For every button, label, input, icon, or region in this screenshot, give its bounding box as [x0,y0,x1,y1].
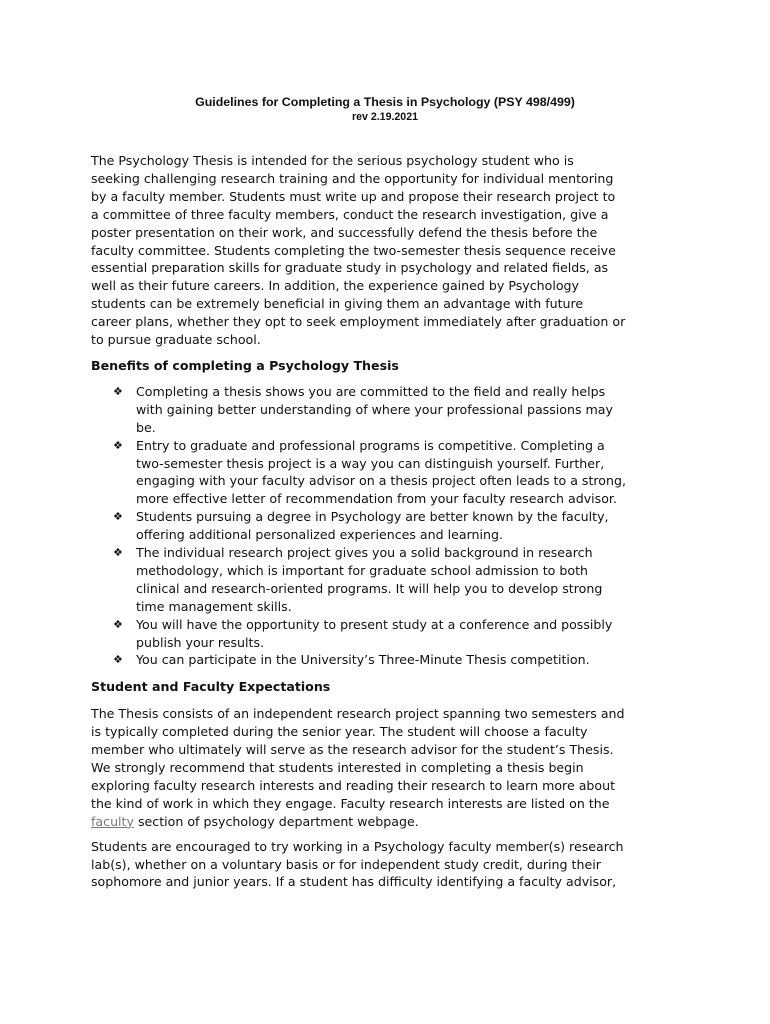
list-item [91,437,691,509]
diamond-bullet-icon: ❖ [113,438,123,452]
expectations-paragraph [91,705,691,830]
text-line: publish your results. [136,634,265,650]
text-line: with gaining better understanding of where your professional passions may [136,401,613,417]
link-suffix-text: section of psychology department webpage. [133,813,419,829]
text-line: The Psychology Thesis is intended for the serious psychology student who is [91,153,574,168]
text-line: clinical and research-oriented programs. It will help you to develop strong [136,580,603,596]
revision-date: rev 2.19.2021 [352,111,418,123]
text-line: Completing a thesis shows you are committed to the field and really helps [136,383,606,399]
text-line: methodology, which is important for graduate school admission to both [136,562,588,578]
list-item [91,544,691,616]
list-item [91,508,691,544]
text-line: well as their future careers. In addition, the experience gained by Psychology [91,278,579,294]
faculty-link[interactable]: faculty [91,813,134,829]
list-item [91,383,691,437]
text-line: is typically completed during the senior year. The student will choose a faculty [91,724,588,740]
text-line: sophomore and junior years. If a student has difficulty identifying a faculty advisor, [91,874,617,890]
list-item [91,616,691,652]
expectations-heading: Student and Faculty Expectations [91,679,331,695]
text-line: essential preparation skills for graduate study in psychology and related fields, as [91,260,609,276]
text-line: lab(s), whether on a voluntary basis or for independent study credit, during their [91,856,601,872]
diamond-bullet-icon: ❖ [113,510,123,524]
text-line: Students pursuing a degree in Psychology are better known by the faculty, [136,509,609,525]
text-line-with-link [91,813,691,831]
text-line: The Thesis consists of an independent research project spanning two semesters and [91,706,625,722]
text-line: Entry to graduate and professional programs is competitive. Completing a [136,437,605,453]
text-line: two-semester thesis project is a way you can distinguish yourself. Further, [136,455,605,471]
intro-paragraph [91,152,691,349]
lab-paragraph [91,838,691,892]
text-line: member who ultimately will serve as the research advisor for the student’s Thesis. [91,742,614,758]
text-line: by a faculty member. Students must write up and propose their research project to [91,188,616,204]
diamond-bullet-icon: ❖ [113,384,123,398]
text-line: students can be extremely beneficial in giving them an advantage with future [91,296,584,312]
document-title: Guidelines for Completing a Thesis in Psychology (PSY 498/499) [195,95,575,109]
list-item [91,651,691,669]
text-line: exploring faculty research interests and reading their research to learn more about [91,777,616,793]
diamond-bullet-icon: ❖ [113,617,123,631]
text-line: engaging with your faculty advisor on a thesis project often leads to a strong, [136,473,626,489]
text-line: We strongly recommend that students interested in completing a thesis begin [91,760,584,775]
text-line: You can participate in the University’s Three-Minute Thesis competition. [136,652,590,668]
benefits-heading: Benefits of completing a Psychology Thesis [91,357,399,373]
text-line: seeking challenging research training and the opportunity for individual mentoring [91,170,614,186]
document-body [91,152,691,891]
text-line: a committee of three faculty members, conduct the research investigation, give a [91,206,609,222]
text-line: time management skills. [136,598,292,614]
benefits-list [91,383,691,670]
diamond-bullet-icon: ❖ [113,546,123,560]
text-line: the kind of work in which they engage. Faculty research interests are listed on the [91,795,610,811]
text-line: to pursue graduate school. [91,332,261,348]
text-line: faculty committee. Students completing the two-semester thesis sequence receive [91,242,616,258]
text-line: poster presentation on their work, and successfully defend the thesis before the [91,224,598,240]
text-line: offering additional personalized experiences and learning. [136,527,504,543]
text-line: career plans, whether they opt to seek employment immediately after graduation or [91,314,626,330]
text-line: be. [136,419,156,435]
text-line: You will have the opportunity to present study at a conference and possibly [136,616,613,632]
text-line: more effective letter of recommendation from your faculty research advisor. [136,491,617,507]
diamond-bullet-icon: ❖ [113,653,123,667]
text-line: The individual research project gives you a solid background in research [136,545,593,561]
text-line: Students are encouraged to try working in a Psychology faculty member(s) research [91,838,624,854]
